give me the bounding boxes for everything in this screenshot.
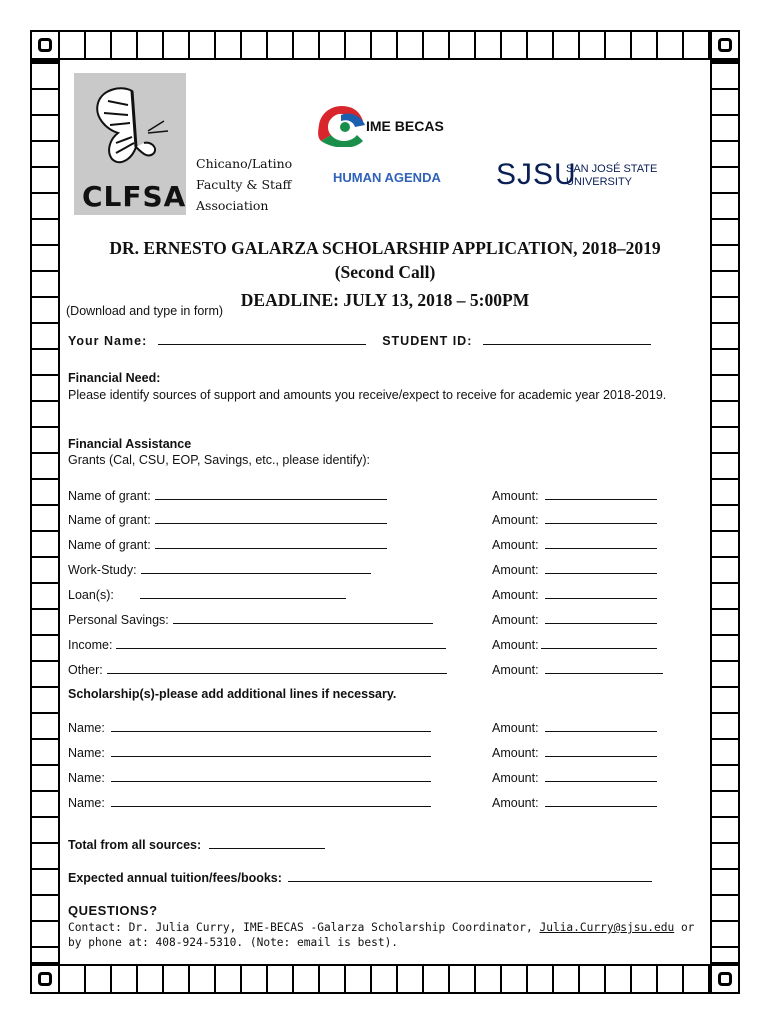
financial-assistance-heading: Financial Assistance bbox=[68, 437, 192, 451]
grant-amount bbox=[492, 488, 657, 503]
grant-name-field[interactable] bbox=[155, 512, 387, 524]
scholarship-row bbox=[68, 770, 431, 785]
amount-label: Amount: bbox=[492, 638, 539, 652]
page-title: DR. ERNESTO GALARZA SCHOLARSHIP APPLICATION, 2018–2019 bbox=[109, 238, 661, 258]
border-bottom bbox=[30, 964, 740, 994]
grant-row bbox=[68, 488, 387, 503]
tuition-row bbox=[68, 870, 652, 885]
scholarship-row bbox=[68, 745, 431, 760]
amount-field[interactable] bbox=[545, 512, 657, 524]
grant-row bbox=[68, 512, 387, 527]
contact-prefix: Contact: Dr. Julia Curry, IME-BECAS -Galarza Scholarship Coordinator, bbox=[68, 921, 540, 934]
scholarship-label: Name: bbox=[68, 721, 105, 735]
loans-label: Loan(s): bbox=[68, 588, 114, 602]
questions-heading: QUESTIONS? bbox=[68, 903, 158, 918]
scholarship-row bbox=[68, 795, 431, 810]
savings-row bbox=[68, 612, 433, 627]
amount-field[interactable] bbox=[545, 488, 657, 500]
scholarship-amount bbox=[492, 795, 657, 810]
amount-field[interactable] bbox=[545, 612, 657, 624]
amount-field[interactable] bbox=[545, 795, 657, 807]
student-id-field[interactable] bbox=[483, 333, 651, 345]
amount-field[interactable] bbox=[545, 745, 657, 757]
clfsa-wordmark: CLFSA bbox=[82, 180, 187, 213]
amount-label: Amount: bbox=[492, 663, 539, 677]
sjsu-sub-line-1: SAN JOSÉ STATE bbox=[566, 163, 658, 175]
corner-bottom-left bbox=[30, 964, 60, 994]
tuition-field[interactable] bbox=[288, 870, 652, 882]
work-study-row bbox=[68, 562, 371, 577]
financial-need-heading: Financial Need: bbox=[68, 371, 161, 385]
amount-label: Amount: bbox=[492, 563, 539, 577]
loans-row bbox=[68, 587, 346, 602]
grant-amount bbox=[492, 512, 657, 527]
scholarship-amount bbox=[492, 770, 657, 785]
tuition-label: Expected annual tuition/fees/books: bbox=[68, 871, 282, 885]
grant-name-field[interactable] bbox=[155, 537, 387, 549]
grant-label: Name of grant: bbox=[68, 489, 151, 503]
other-row bbox=[68, 662, 447, 677]
income-row bbox=[68, 637, 446, 652]
grant-label: Name of grant: bbox=[68, 538, 151, 552]
scholarship-name-field[interactable] bbox=[111, 770, 431, 782]
human-agenda-label: HUMAN AGENDA bbox=[333, 170, 441, 185]
sjsu-subtitle bbox=[566, 163, 657, 189]
work-study-amount bbox=[492, 562, 657, 577]
savings-field[interactable] bbox=[173, 612, 433, 624]
financial-need-text: Please identify sources of support and amounts you receive/expect to receive for academic year 2018-2019. bbox=[68, 388, 667, 402]
scholarship-row bbox=[68, 720, 431, 735]
contact-info bbox=[68, 920, 703, 950]
loans-amount bbox=[492, 587, 657, 602]
sjsu-sub-line-2: UNIVERSITY bbox=[566, 176, 633, 188]
savings-label: Personal Savings: bbox=[68, 613, 169, 627]
amount-label: Amount: bbox=[492, 721, 539, 735]
amount-field[interactable] bbox=[545, 587, 657, 599]
border-top bbox=[30, 30, 740, 60]
identity-row bbox=[68, 333, 651, 348]
income-amount bbox=[492, 637, 657, 652]
corner-top-right bbox=[710, 30, 740, 60]
amount-label: Amount: bbox=[492, 613, 539, 627]
loans-field[interactable] bbox=[140, 587, 346, 599]
scholarship-amount bbox=[492, 720, 657, 735]
other-label: Other: bbox=[68, 663, 103, 677]
savings-amount bbox=[492, 612, 657, 627]
scholarship-label: Name: bbox=[68, 746, 105, 760]
butterfly-icon bbox=[88, 81, 172, 181]
scholarship-amount bbox=[492, 745, 657, 760]
title-block bbox=[60, 236, 710, 312]
instruction-note: (Download and type in form) bbox=[66, 304, 224, 318]
amount-label: Amount: bbox=[492, 513, 539, 527]
scholarships-heading: Scholarship(s)-please add additional lines if necessary. bbox=[68, 687, 397, 701]
amount-label: Amount: bbox=[492, 771, 539, 785]
amount-label: Amount: bbox=[492, 746, 539, 760]
corner-top-left bbox=[30, 30, 60, 60]
ime-becas-label: IME BECAS bbox=[366, 118, 444, 134]
amount-field[interactable] bbox=[545, 537, 657, 549]
amount-label: Amount: bbox=[492, 588, 539, 602]
income-field[interactable] bbox=[116, 637, 446, 649]
grant-label: Name of grant: bbox=[68, 513, 151, 527]
scholarship-name-field[interactable] bbox=[111, 795, 431, 807]
amount-field[interactable] bbox=[545, 562, 657, 574]
clfsa-logo bbox=[74, 73, 186, 215]
scholarship-name-field[interactable] bbox=[111, 720, 431, 732]
amount-field[interactable] bbox=[545, 720, 657, 732]
amount-field[interactable] bbox=[541, 637, 657, 649]
amount-label: Amount: bbox=[492, 796, 539, 810]
work-study-field[interactable] bbox=[141, 562, 371, 574]
amount-label: Amount: bbox=[492, 489, 539, 503]
income-label: Income: bbox=[68, 638, 113, 652]
amount-field[interactable] bbox=[545, 770, 657, 782]
assoc-line-1: Chicano/Latino bbox=[196, 156, 293, 171]
scholarship-name-field[interactable] bbox=[111, 745, 431, 757]
page-subtitle: (Second Call) bbox=[334, 262, 436, 282]
scholarship-label: Name: bbox=[68, 796, 105, 810]
sjsu-logo: SJSU bbox=[496, 158, 577, 191]
email-link[interactable]: Julia.Curry@sjsu.edu bbox=[539, 921, 675, 934]
grant-amount bbox=[492, 537, 657, 552]
grant-name-field[interactable] bbox=[155, 488, 387, 500]
name-label: Your Name: bbox=[68, 334, 148, 348]
assoc-line-3: Association bbox=[196, 198, 269, 213]
total-field[interactable] bbox=[209, 837, 325, 849]
other-field[interactable] bbox=[107, 662, 447, 674]
work-study-label: Work-Study: bbox=[68, 563, 137, 577]
scholarship-label: Name: bbox=[68, 771, 105, 785]
amount-label: Amount: bbox=[492, 538, 539, 552]
total-row bbox=[68, 837, 325, 852]
corner-bottom-right bbox=[710, 964, 740, 994]
grant-row bbox=[68, 537, 387, 552]
deadline: DEADLINE: JULY 13, 2018 – 5:00PM bbox=[240, 290, 530, 310]
assoc-line-2: Faculty & Staff bbox=[196, 177, 292, 192]
border-right bbox=[710, 60, 740, 964]
name-field[interactable] bbox=[158, 333, 366, 345]
financial-assistance-subheading: Grants (Cal, CSU, EOP, Savings, etc., please identify): bbox=[68, 453, 370, 467]
contact-suffix: or by phone at: 408-924-5310. (Note: email is best). bbox=[68, 921, 695, 949]
student-id-label: STUDENT ID: bbox=[382, 334, 473, 348]
total-label: Total from all sources: bbox=[68, 838, 202, 852]
other-amount bbox=[492, 662, 663, 677]
amount-field[interactable] bbox=[545, 662, 663, 674]
clfsa-association-name bbox=[196, 153, 292, 216]
border-left bbox=[30, 60, 60, 964]
